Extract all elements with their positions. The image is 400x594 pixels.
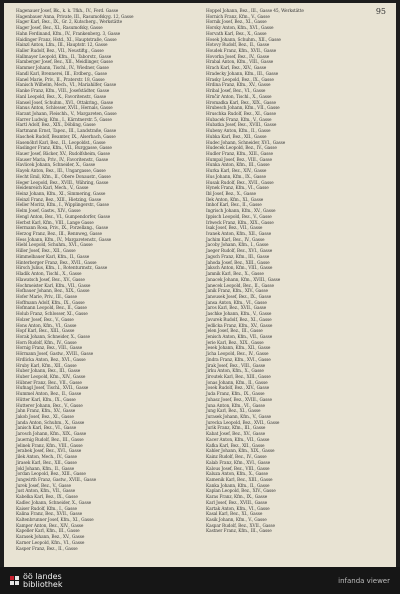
directory-entry: Hromadka Karl, Bez., XIX., Gasse (206, 100, 276, 106)
directory-entry: Kastner Franz, Kfm., III., Gasse (206, 529, 272, 535)
directory-entry: Kahler Johann, Kfm., XIX., Gasse (206, 449, 275, 455)
directory-entry: Kainz Rudolf, Bez., IV., Gasse (206, 455, 267, 461)
directory-entry: Hansel Josef, Schuhm., XVI., Ottakring., Gasse (16, 100, 114, 106)
directory-entry: Just Anton, Kfm., VII., Gasse (16, 489, 76, 495)
directory-entry: Hammer Johann, Tischl., IV., Wiedner, Gasse (16, 66, 109, 72)
directory-entry: Hagenauer Josef, Bk., k. k. Tfkh., IV., Ferd. Gasse (16, 9, 119, 14)
directory-entry: Jordan Leopold, Bez., XIII., Gasse (16, 472, 86, 478)
directory-entry: Jerie Karl, Bez., XIX., Gasse (206, 340, 264, 346)
directory-entry: Jilek Anton, Mech., IV., Gasse (16, 455, 77, 461)
directory-entry: Heller Moritz, Kfm., I., Wipplingerstr., Gasse (16, 203, 109, 209)
directory-entry: Hons Anton, Kfm., VI., Gasse (16, 323, 77, 329)
directory-entry: Hrdlicka Anton, Bez., XVI., Gasse (16, 357, 86, 363)
directory-entry: Jurik Franz, Kfm., III., Gasse (206, 426, 266, 432)
logo-mark-icon (10, 576, 19, 585)
directory-entry: Hirsch Julius, Kfm., I., Rotenturmstr., Gasse (16, 266, 108, 272)
directory-entry: Husak Rudolf, Bez., XVII., Gasse (206, 180, 274, 186)
directory-entry: Kamper Anton, Bez., XIV., Gasse (16, 523, 84, 529)
directory-entry: Helm Josef, Gastw., XIV., Gasse (16, 209, 81, 215)
directory-entry: Jenisch Anton, Kfm., VII., Gasse (206, 334, 273, 340)
directory-entry: Hübner Franz, Bez., VII., Gasse (16, 380, 82, 386)
directory-entry: Hladik Anton, Tischl., X., Gasse (16, 272, 82, 278)
directory-entry: Hager Josef, Bez., XI., Rasumofsky, Gasse (16, 26, 103, 32)
directory-entry: Hofmann Leopold, Bez., II., Gasse (16, 306, 87, 312)
right-column (206, 9, 387, 535)
directory-entry: Hornik Josef, Bez., XI., Gasse (206, 20, 267, 26)
directory-entry: Kacer Anton, Kfm., VII., Gasse (206, 437, 270, 443)
directory-entry: Horvath Karl, Bez., X., Gasse (206, 31, 267, 37)
directory-entry: Kalina Franz, Bez., XVII., Gasse (16, 512, 83, 518)
directory-entry: Haslinger Franz, Kfm., VII., Burggasse, Gasse (16, 146, 112, 152)
directory-entry: Jurecka Leopold, Bez., XVII., Gasse (206, 420, 280, 426)
directory-entry: Heinzl Franz, Bez., XIII., Hietzing, Gasse (16, 197, 102, 203)
logo-line-2: bibliothek (23, 579, 63, 589)
directory-entry: Huber Leopold, Kfm., XIV., Gasse (16, 375, 86, 380)
directory-entry: Jirasek Karl, Bez., XII., Gasse (16, 460, 77, 466)
directory-entry: Juda Franz, Kfm., IX., Gasse (206, 392, 265, 398)
directory-entry: Hiller Josef, Bez., XII., Gasse (16, 249, 76, 255)
directory-entry: Hofbauer Johann, Bez., XIX., Gasse (16, 289, 90, 295)
directory-entry: Kaplan Leopold, Bez., XIV., Gasse (206, 489, 276, 495)
directory-entry: Jurasek Johann, Kfm., V., Gasse (206, 415, 271, 421)
directory-entry: Hotovy Rudolf, Bez., II., Gasse (206, 43, 270, 49)
directory-entry: Hufnagl Josef, Tischl., XVII., Gasse (16, 386, 89, 392)
directory-entry: Jirak Josef, Bez., VIII., Gasse (206, 363, 266, 369)
directory-entry: Hubka Karl, Bez., XII., Gasse (206, 134, 267, 140)
directory-entry: Hanus Anton, Schlosser, XVII., Hernals, Gasse (16, 106, 113, 112)
directory-entry: Jokl Johann, Kfm., II., Gasse (16, 466, 75, 472)
directory-entry: Jung Karl, Bez., XI., Gasse (206, 409, 261, 415)
directory-entry: Hus Johann, Kfm., IX., Gasse (206, 174, 266, 180)
directory-entry: Hess Johann, Kfm., IV., Margaretenstr., Gasse (16, 237, 112, 243)
directory-entry: Kaspar Rudolf, Bez., XVII., Gasse (206, 523, 275, 529)
directory-entry: Hrdina Franz, Kfm., XV., Gasse (206, 83, 271, 89)
directory-entry: Hubacek Franz, Kfm., V., Gasse (206, 117, 272, 123)
directory-entry: Ibl Josef, Bez., X., Gasse (206, 192, 256, 197)
directory-entry: Jonas Johann, Kfm., II., Gasse (206, 380, 268, 386)
directory-entry: Hartmann Ernst, Tapez., III., Landstraße, Gasse (16, 129, 117, 135)
directory-entry: Juhasz Josef, Bez., XVIII., Gasse (206, 397, 272, 403)
directory-entry: Herzog Franz, Bez., III., Rennweg, Gasse (16, 232, 102, 238)
directory-entry: Hurka Karl, Bez., XIV., Gasse (206, 169, 267, 175)
directory-entry: Jelen Josef, Bez., III., Gasse (206, 329, 263, 335)
directory-entry: Himmelbauer Karl, Kfm., II., Gasse (16, 254, 90, 260)
directory-entry: Hudler Franz, Kfm., XIII., Gasse (206, 151, 273, 157)
directory-entry: Karl Josef, Bez., XVIII., Gasse (206, 500, 268, 506)
directory-entry: Hrabal Anton, Kfm., VIII., Gasse (206, 60, 274, 66)
directory-entry: Heidenreich Karl, Mech., V., Gasse (16, 186, 89, 192)
directory-entry: Hayek Anton, Bez., III., Ungargasse, Gasse (16, 169, 106, 175)
directory-entry: Karas Franz, Kfm., IX., Gasse (206, 495, 268, 501)
directory-entry: Hartl Adolf, Bez., XIX., Döbling, Gasse (16, 123, 96, 129)
directory-entry: Jansa Anton, Kfm., VI., Gasse (206, 300, 267, 306)
directory-entry: Hudecek Leopold, Bez., IV., Gasse (206, 146, 277, 152)
directory-entry: Kalab Franz, Kfm., XVI., Gasse (206, 460, 271, 466)
directory-entry: Janik Franz, Kfm., XIV., Gasse (206, 289, 268, 295)
directory-entry: Jaschke Johann, Kfm., V., Gasse (206, 312, 272, 318)
directory-entry: Karner Leopold, Kfm., VI., Gasse (16, 540, 85, 546)
directory-entry: Kaiser Rudolf, Kfm., I., Gasse (16, 506, 77, 512)
directory-entry: Humpal Josef, Bez., VIII., Gasse (206, 157, 272, 163)
directory-entry: Hrnčir Anton, Tischl., X., Gasse (206, 94, 272, 100)
directory-entry: Hauer Josef, Bäcker, XV., Rudolfsheim, Gasse (16, 151, 110, 157)
directory-entry: Hrubesch Johann, Kfm., VII., Gasse (206, 106, 280, 112)
directory-entry: Hengl Anton, Bez., VI., Gumpendorfer, Gasse (16, 214, 111, 220)
directory-entry: Horn Rudolf, Kfm., IV., Gasse (16, 340, 77, 346)
directory-entry: Hlawatsch Josef, Bez., XV., Gasse (16, 277, 85, 283)
directory-entry: Jarosch Johann, Kfm., XIX., Gasse (16, 432, 87, 438)
scanned-page (4, 3, 396, 567)
directory-entry: Janda Anton, Schuhm., X., Gasse (16, 420, 85, 426)
viewer-label[interactable]: infanda viewer (338, 576, 390, 585)
directory-entry: Janecek Leopold, Bez., II., Gasse (206, 283, 274, 289)
directory-entry: Kasal Karl, Bez., XI., Gasse (206, 512, 263, 518)
directory-entry: Hutterer Johann, Bez., V., Gasse (16, 403, 83, 409)
directory-entry: Jerabek Josef, Bez., XVI., Gasse (16, 449, 82, 455)
directory-entry: Kartak Anton, Kfm., VI., Gasse (206, 506, 270, 512)
directory-entry: Horak Johann, Schneider, X., Gasse (16, 334, 90, 340)
directory-entry: Kafka Karl, Bez., XII., Gasse (206, 443, 265, 449)
directory-entry: Hofer Marie, Priv., III., Gasse (16, 294, 77, 300)
directory-entry: Haidinger Franz, Hstd., XI., Hauptstraße, Gasse (16, 37, 117, 43)
directory-entry: Jaeger Rudolf, Bez., XVI., Gasse (206, 249, 273, 255)
directory-entry: Janacek Johann, Kfm., XVIII., Gasse (206, 277, 281, 283)
directory-entry: Hynek Franz, Kfm., VI., Gasse (206, 186, 269, 192)
directory-entry: Josek Rudolf, Bez., XIV., Gasse (206, 386, 270, 392)
directory-entry: Kasper Franz, Bez., II., Gasse (16, 546, 78, 552)
directory-entry: Jaros Karl, Bez., XVII., Gasse (206, 306, 267, 312)
directory-entry: Jagsch Franz, Kfm., III., Gasse (206, 254, 270, 260)
directory-entry: Irlweck Franz, Kfm., XIX., Gasse (206, 220, 274, 226)
directory-entry: Haller Rudolf, Bez., VII., Neustiftg., Gasse (16, 49, 104, 55)
directory-entry: Hanisch Wilhelm, Mech., VI., Mariahilfer, Gasse (16, 83, 117, 89)
directory-entry: Hecht Emil, Kfm., II., Obere Donaustr., Gasse (16, 174, 111, 180)
directory-entry: Jaksch Anton, Kfm., VIII., Gasse (206, 266, 273, 272)
directory-entry: Holub Franz, Schlosser, XI., Gasse (16, 312, 88, 318)
directory-entry: Jurek Josef, Bez., V., Gasse (16, 483, 71, 489)
directory-entry: Hainzl Anton, Lfm., III., Hauptstr. 12, Gasse (16, 43, 108, 49)
directory-entry: Jamnik Karl, Bez., X., Gasse (206, 272, 264, 278)
directory-entry: Hrach Karl, Bez., XIV., Gasse (206, 66, 267, 72)
directory-entry: Jacoby Johann, Kfm., I., Gasse (206, 243, 269, 249)
directory-entry: Houdek Franz, Kfm., XVII., Gasse (206, 49, 277, 55)
directory-entry: Hahn Ferdinand, Kfm., IV., Frankenberg. 3, Gasse (16, 31, 121, 37)
directory-entry: Hunka Anton, Kfm., III., Gasse (206, 163, 270, 169)
directory-entry: Hanel Marie, Priv., II., Praterstr. 18, Gasse (16, 77, 105, 83)
library-logo[interactable] (10, 573, 62, 589)
directory-entry: Jicha Leopold, Bez., IV., Gasse (206, 352, 269, 358)
directory-entry: Hribal Josef, Bez., VI., Gasse (206, 89, 266, 95)
directory-entry: Jelinek Franz, Kfm., VIII., Gasse (16, 443, 83, 449)
directory-entry: Jahoda Josef, Bez., XIII., Gasse (206, 260, 270, 266)
directory-entry: Hoffmann Adolf, Kfm., IX., Gasse (16, 300, 85, 306)
directory-entry: Kasik Johann, Kfm., V., Gasse (206, 517, 267, 523)
directory-entry: Hubeny Anton, Kfm., II., Gasse (206, 129, 271, 135)
directory-entry: Hörmann Josef, Gastw., XVIII., Gasse (16, 352, 94, 358)
directory-entry: Hochmeister Karl, Kfm., VII., Gasse (16, 283, 91, 289)
directory-entry: Hubatka Josef, Bez., XVIII., Gasse (206, 123, 277, 129)
page-number: 95 (375, 7, 386, 16)
directory-entry: Kaltenbrunner Josef, Kfm., XI., Gasse (16, 517, 94, 523)
directory-entry: Kalous Josef, Bez., VIII., Gasse (206, 466, 270, 472)
directory-entry: Hagenbauer Anna, Private, III., Rasumofskyg. 12, Gasse (16, 14, 134, 20)
directory-entry: Hauser Maria, Priv., IV., Favoritenstr., Gasse (16, 157, 109, 163)
directory-entry: Javurek Rudolf, Bez., XI., Gasse (206, 317, 272, 323)
directory-entry: Jesek Johann, Kfm., XII., Gasse (206, 346, 271, 352)
logo-text (23, 573, 62, 589)
directory-entry: Ivanek Anton, Kfm., XII., Gasse (206, 232, 272, 238)
directory-entry: Hanl Leopold, Bez., X., Favoritenstr., Gasse (16, 94, 107, 100)
directory-entry: Hruschka Rudolf, Bez., XI., Gasse (206, 111, 276, 117)
directory-entry: Hradecky Johann, Kfm., III., Gasse (206, 71, 279, 77)
directory-entry: Hovorka Josef, Bez., IV., Gasse (206, 54, 270, 60)
directory-entry: Harant Johann, Fleischh., V., Margareten, Gasse (16, 111, 117, 117)
viewer-footer (0, 567, 400, 594)
directory-entry: Jindra Franz, Kfm., XVI., Gasse (206, 357, 271, 363)
directory-entry: Jedlicka Franz, Kfm., XV., Gasse (206, 323, 273, 329)
directory-entry: Hallmayer Leopold, Kfm., II., Taborstr., Gasse (16, 54, 112, 60)
directory-entry: Holzer Josef, Bez., V., Gasse (16, 317, 74, 323)
directory-entry: Heinz Johann, Kfm., XI., Simmering, Gasse (16, 192, 106, 197)
directory-entry: Jungwirth Franz, Gastw., XVIII., Gasse (16, 477, 97, 483)
directory-entry: Horsky Anton, Kfm., XVI., Gasse (206, 26, 274, 32)
directory-entry: Hruby Karl, Kfm., XII., Gasse (16, 363, 77, 369)
directory-entry: Hosek Johann, Schuhm., XII., Gasse (206, 37, 281, 43)
directory-entry: Ingrisch Johann, Kfm., XV., Gasse (206, 209, 276, 215)
directory-entry: Hinterberger Franz, Bez., XVII., Gasse (16, 260, 97, 266)
directory-entry: Jirku Anton, Kfm., X., Gasse (206, 369, 264, 375)
directory-entry: Kanka Johann, Kfm., II., Gasse (206, 483, 270, 489)
directory-entry: Kamenik Karl, Bez., XIII., Gasse (206, 477, 273, 483)
directory-entry: Hoppel Johann, Bez., III., Gasse 45, Werkstätte (206, 9, 304, 14)
directory-entry: Hrasky Leopold, Bez., IX., Gasse (206, 77, 274, 83)
directory-entry: Kaluza Anton, Kfm., X., Gasse (206, 472, 268, 478)
directory-entry: Hamberger Josef, Bez., XII., Meidlinger, Gasse (16, 60, 113, 66)
directory-entry: Heger Leopold, Bez., XVIII., Währing, Gasse (16, 180, 109, 186)
directory-entry: Imhof Karl, Bez., II., Gasse (206, 203, 262, 209)
directory-entry: Kabelka Karl, Bez., IX., Gasse (16, 495, 78, 501)
directory-entry: Hudec Johann, Schneider, XVI., Gasse (206, 140, 286, 146)
directory-entry: Jauernig Rudolf, Bez., III., Gasse (16, 437, 84, 443)
directory-entry: Jahn Franz, Kfm., XV., Gasse (16, 409, 76, 415)
directory-entry: Hornig Franz, Bez., VIII., Gasse (16, 346, 83, 352)
directory-entry: Kadlec Johann, Schneider, X., Gasse (16, 500, 92, 506)
directory-entry: Jakob Josef, Bez., XI., Gasse (16, 415, 74, 421)
left-column (16, 9, 197, 552)
directory-entry: Hasenöhrl Karl, Bez., II., Leopoldst., Gasse (16, 140, 106, 146)
directory-entry: Huber Johann, Bez., III., Gasse (16, 369, 81, 375)
directory-entry: Herbst Karl, Kfm., VIII., Lange Gasse (16, 220, 94, 226)
directory-entry: Hopf Karl, Bez., XIII., Gasse (16, 329, 75, 335)
directory-entry: Hager Karl, Bez., IX., Gr. 2, Kutscherg., Werkstätte (16, 20, 123, 26)
directory-entry: Haschek Rudolf, Beamter, IX., Alserbach, Gasse (16, 134, 116, 140)
directory-entry: Ilek Anton, Kfm., XI., Gasse (206, 197, 264, 203)
directory-entry: Hornich Franz, Kfm., V., Gasse (206, 14, 270, 20)
directory-entry: Isak Josef, Bez., VII., Gasse (206, 226, 263, 232)
directory-entry: Ippisch Leopold, Bez., V., Gasse (206, 214, 272, 220)
directory-entry: Jachim Karl, Bez., IV., Gasse (206, 237, 265, 243)
directory-entry: Hermann Rosa, Priv., IX., Porzellang., Gasse (16, 226, 109, 232)
directory-entry: Jiroutek Karl, Bez., XIII., Gasse (206, 375, 271, 380)
directory-entry: Kapeller Karl, Kfm., III., Gasse (16, 529, 80, 535)
directory-entry: Hummel Anton, Bez., II., Gasse (16, 392, 82, 398)
directory-entry: Janisch Karl, Bez., VI., Gasse (16, 426, 77, 432)
directory-entry: Janousek Josef, Bez., IX., Gasse (206, 294, 272, 300)
directory-entry: Havlicek Johann, Schneider, X., Gasse (16, 163, 96, 169)
directory-entry: Hiebl Leopold, Schuhm., XVI., Gasse (16, 243, 93, 249)
logo-line-1: öö landes (23, 571, 62, 581)
directory-entry: Hütter Karl, Kfm., IX., Gasse (16, 397, 76, 403)
directory-entry: Harrer Ludwig, Kfm., I., Kärntnerstr. 5, Gasse (16, 117, 112, 123)
directory-entry: Kabat Josef, Bez., XV., Gasse (206, 432, 266, 438)
directory-entry: Karasek Johann, Bez., XV., Gasse (16, 535, 85, 541)
directory-entry: Juna Anton, Kfm., VI., Gasse (206, 403, 265, 409)
directory-entry: Handl Karl, Brennerei, III., Erdberg., Gasse (16, 71, 107, 77)
directory-entry: Hanke Franz, Kfm., VIII., Josefstädter, Gasse (16, 89, 110, 95)
